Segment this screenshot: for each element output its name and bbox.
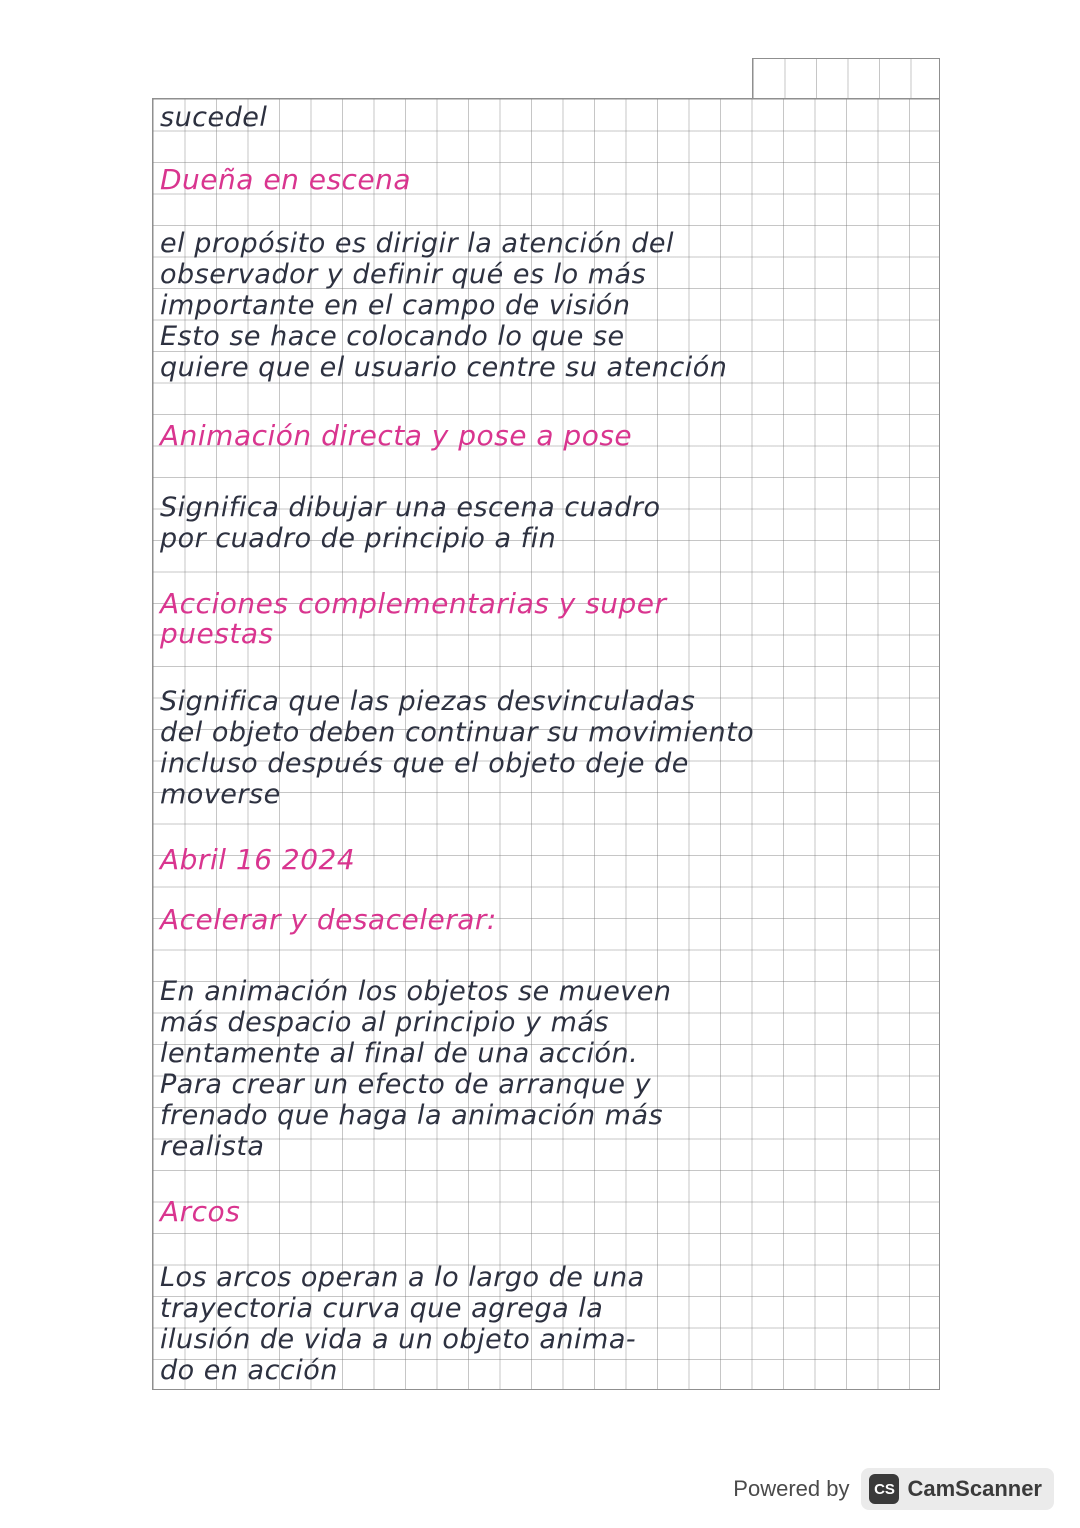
heading-acciones-complementarias: Acciones complementarias y super [160, 587, 667, 620]
body-line: ilusión de vida a un objeto anima- [160, 1324, 637, 1355]
body-line: moverse [160, 779, 281, 810]
body-line: quiere que el usuario centre su atención [160, 352, 728, 383]
body-line: más despacio al principio y más [160, 1007, 609, 1038]
body-line: importante en el campo de visión [160, 290, 631, 321]
body-line: Significa que las piezas desvinculadas [160, 686, 696, 717]
body-line: por cuadro de principio a fin [160, 523, 557, 554]
body-line: observador y definir qué es lo más [160, 259, 647, 290]
body-line: Esto se hace colocando lo que se [160, 321, 625, 352]
camscanner-logo-icon: CS [869, 1474, 899, 1504]
body-line: el propósito es dirigir la atención del [160, 228, 674, 259]
body-line: do en acción [160, 1355, 338, 1386]
body-line: incluso después que el objeto deje de [160, 748, 689, 779]
camscanner-brand-name: CamScanner [907, 1476, 1042, 1501]
body-line: Los arcos operan a lo largo de una [160, 1262, 645, 1293]
heading-animacion-directa: Animación directa y pose a pose [160, 419, 633, 452]
heading-duena-en-escena: Dueña en escena [160, 163, 412, 196]
body-line: realista [160, 1131, 265, 1162]
body-line: trayectoria curva que agrega la [160, 1293, 604, 1324]
body-line: Significa dibujar una escena cuadro [160, 492, 661, 523]
body-line: En animación los objetos se mueven [160, 976, 672, 1007]
powered-by-text: Powered by [733, 1476, 850, 1501]
body-line: del objeto deben continuar su movimiento [160, 717, 755, 748]
camscanner-watermark [733, 1466, 1054, 1512]
heading-arcos: Arcos [160, 1195, 241, 1228]
heading-acciones-continuation: puestas [160, 617, 274, 650]
date-line: Abril 16 2024 [160, 843, 356, 876]
body-line: Para crear un efecto de arranque y [160, 1069, 652, 1100]
camscanner-badge [861, 1468, 1054, 1510]
body-line: frenado que haga la animación más [160, 1100, 664, 1131]
grid-paper-tab [752, 58, 940, 100]
body-line: lentamente al final de una acción. [160, 1038, 639, 1069]
heading-acelerar-desacelerar: Acelerar y desacelerar: [160, 903, 497, 936]
intro-line: sucedel [160, 102, 268, 133]
